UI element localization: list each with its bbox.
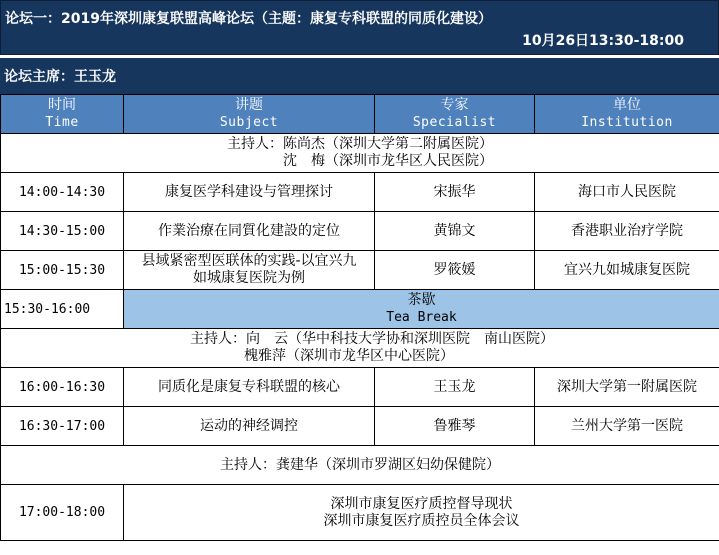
subject-cell: 作業治療在同質化建設的定位: [124, 212, 375, 251]
forum-chair-bar: [0, 58, 719, 94]
subject-cell: 同质化是康复专科联盟的核心: [124, 368, 375, 407]
header-row: [1, 95, 719, 134]
item-line: 深圳市康复医疗质控员全体会议: [323, 512, 520, 529]
header-time-en: Time: [45, 115, 79, 130]
table-row: [1, 173, 719, 212]
institution-cell: 香港职业治疗学院: [535, 212, 719, 251]
session2-host: [1, 329, 719, 368]
session3-host-row: [1, 446, 719, 485]
header-time-cn: 时间: [48, 97, 76, 113]
time-cell: 17:00-18:00: [1, 485, 124, 541]
host-line: 槐雅萍（深圳市龙华区中心医院）: [244, 348, 454, 364]
forum-title: 论坛一：2019年深圳康复联盟高峰论坛（主题：康复专科联盟的同质化建设）: [5, 11, 492, 27]
subject-cell: 康复医学科建设与管理探讨: [124, 173, 375, 212]
host-line: 主持人：陈尚杰（深圳大学第二附属医院）: [227, 136, 493, 152]
header-subject: [124, 95, 375, 134]
subject-cell: 运动的神经调控: [124, 407, 375, 446]
subject-line: 如城康复医院为例: [193, 270, 305, 286]
tea-break-cn: 茶歇: [407, 292, 436, 308]
header-specialist: [375, 95, 535, 134]
session1-host: [1, 134, 719, 173]
host-line: 沈 梅（深圳市龙华区人民医院）: [283, 153, 493, 169]
time-cell: 15:30-16:00: [1, 290, 124, 329]
specialist-cell: 黄锦文: [375, 212, 535, 251]
institution-cell: 宜兴九如城康复医院: [535, 251, 719, 290]
agenda-table: [0, 94, 719, 541]
tea-break-row: [1, 290, 719, 329]
table-row: [1, 251, 719, 290]
tea-break-en: Tea Break: [386, 310, 457, 325]
time-cell: 15:00-15:30: [1, 251, 124, 290]
forum-banner: [0, 0, 719, 55]
host-line: 主持人：向 云（华中科技大学协和深圳医院 南山医院）: [190, 331, 554, 347]
institution-cell: 深圳大学第一附属医院: [535, 368, 719, 407]
time-cell: 16:00-16:30: [1, 368, 124, 407]
subject-cell: [124, 251, 375, 290]
session2-host-row: [1, 329, 719, 368]
header-institution-cn: 单位: [613, 97, 641, 113]
specialist-cell: 罗筱媛: [375, 251, 535, 290]
session1-host-row: [1, 134, 719, 173]
time-cell: 14:00-14:30: [1, 173, 124, 212]
quality-control-cell: [124, 485, 719, 541]
specialist-cell: 宋振华: [375, 173, 535, 212]
institution-cell: 兰州大学第一医院: [535, 407, 719, 446]
table-row: [1, 407, 719, 446]
header-institution-en: Institution: [581, 115, 673, 130]
time-cell: 16:30-17:00: [1, 407, 124, 446]
header-subject-en: Subject: [219, 115, 279, 130]
header-subject-cn: 讲题: [235, 97, 263, 113]
session3-host: 主持人：龚建华（深圳市罗湖区妇幼保健院）: [1, 446, 719, 485]
subject-line: 县域紧密型医联体的实践-以宜兴九: [141, 253, 357, 269]
forum-chair: 论坛主席：王玉龙: [4, 69, 116, 85]
institution-cell: 海口市人民医院: [535, 173, 719, 212]
specialist-cell: 王玉龙: [375, 368, 535, 407]
forum-date-time: 10月26日13:30-18:00: [522, 33, 684, 49]
header-institution: [535, 95, 719, 134]
specialist-cell: 鲁雅琴: [375, 407, 535, 446]
time-cell: 14:30-15:00: [1, 212, 124, 251]
table-row: [1, 485, 719, 541]
header-specialist-cn: 专家: [440, 97, 469, 113]
header-time: [1, 95, 124, 134]
tea-break-cell: [124, 290, 719, 329]
item-line: 深圳市康复医疗质控督导现状: [330, 495, 513, 512]
table-row: [1, 368, 719, 407]
header-specialist-en: Specialist: [412, 115, 497, 130]
table-row: [1, 212, 719, 251]
